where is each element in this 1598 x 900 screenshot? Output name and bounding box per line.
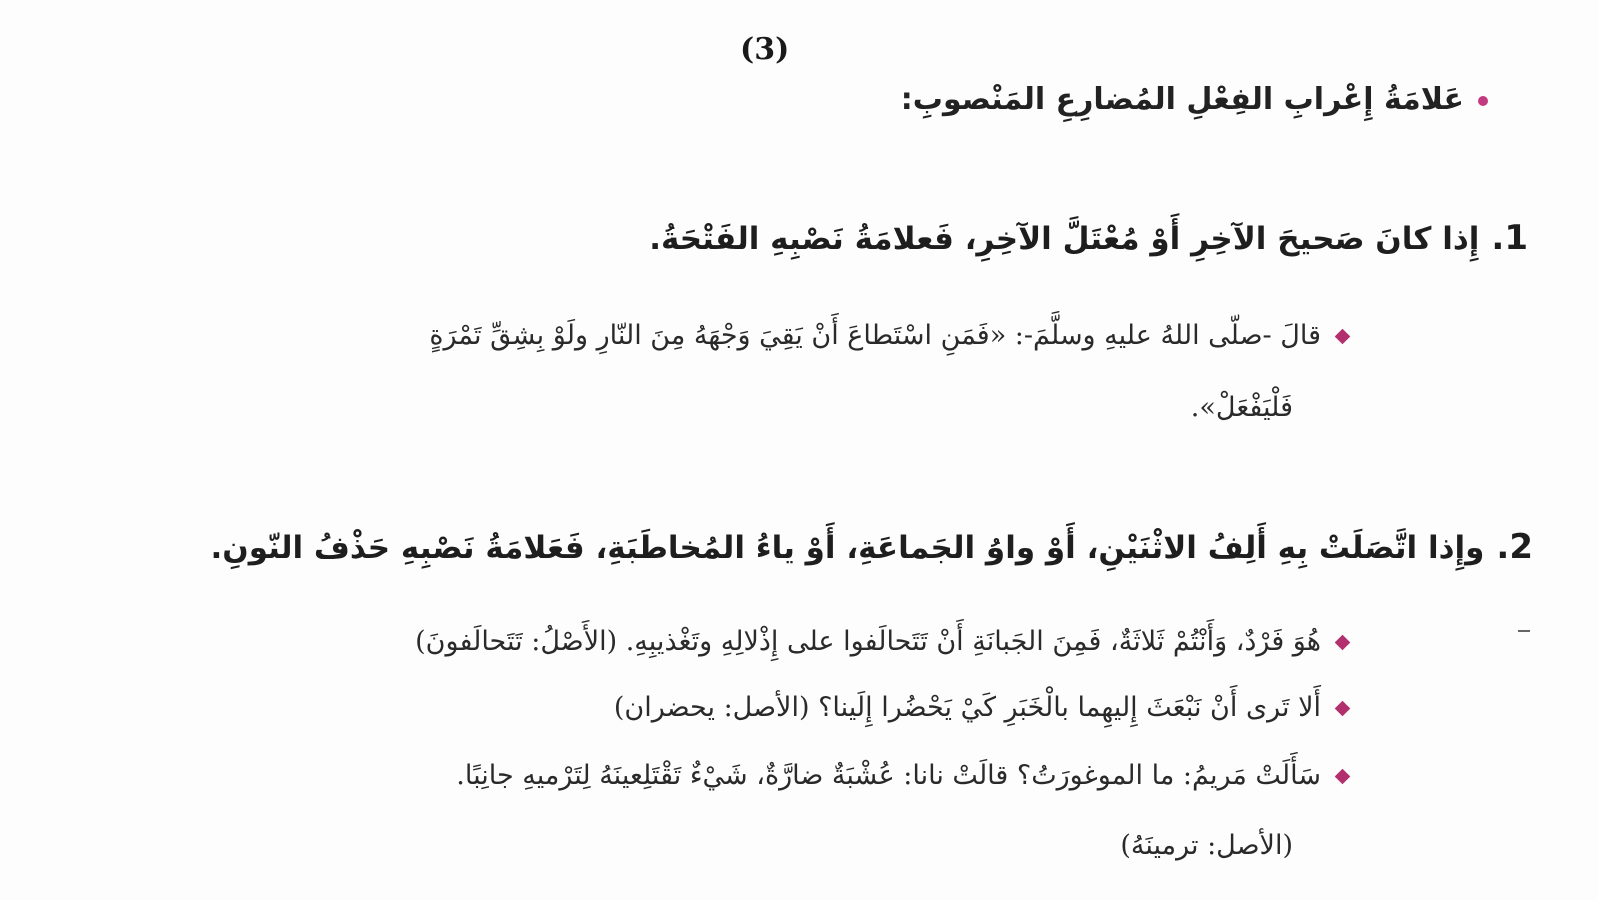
section-heading [901, 82, 1488, 117]
example-text: أَلا تَرى أَنْ نَبْعَثَ إِليهِما بالْخَبَرِ كَيْ يَحْضُرا إِلَينا؟ (الأصل: يحضران) [613, 692, 1321, 723]
rule-1-example-1-continued [1191, 392, 1293, 423]
rule-2-example-1 [415, 626, 1348, 657]
example-text: (الأصل: ترمينَهُ) [1120, 830, 1293, 861]
diamond-bullet-icon [1335, 701, 1351, 717]
heading-bullet-icon [1478, 96, 1488, 106]
rule-1-number: 1. [1491, 218, 1528, 258]
rule-2-text: وإِذا اتَّصَلَتْ بِهِ أَلِفُ الاثْنَيْنِ، أَوْ واوُ الجَماعَةِ، أَوْ ياءُ المُخاطَبَةِ، فَعَلامَةُ نَصْبِهِ حَذْفُ النّونِ. [210, 530, 1485, 566]
rule-2-example-3-note [1120, 830, 1293, 861]
margin-dash [1518, 630, 1530, 632]
example-text: فَلْيَفْعَلْ». [1190, 392, 1293, 423]
example-text: هُوَ فَرْدٌ، وَأَنْتُمْ ثَلاثَةٌ، فَمِنَ الجَبانَةِ أَنْ تَتَحالَفوا على إِذْلالِهِ وتَغْذيبِهِ. (الأَصْلُ: تَتَحالَفونَ) [415, 626, 1321, 657]
rule-2-number: 2. [1496, 527, 1533, 567]
example-text: سَأَلَتْ مَريمُ: ما الموغورَتُ؟ قالَتْ نانا: عُشْبَةٌ ضارَّةٌ، شَيْءٌ تَقْتَلِعينَهُ لِتَرْميهِ جانِبًا. [456, 760, 1321, 791]
heading-text: عَلامَةُ إِعْرابِ الفِعْلِ المُضارِعِ المَنْصوبِ: [900, 82, 1464, 117]
rule-1-text: إِذا كانَ صَحيحَ الآخِرِ أَوْ مُعْتَلَّ الآخِرِ، فَعلامَةُ نَصْبِهِ الفَتْحَةُ. [649, 221, 1480, 257]
rule-1-example-1 [429, 320, 1348, 351]
rule-2-example-3 [456, 760, 1348, 791]
rule-1 [649, 218, 1528, 258]
rule-2 [211, 527, 1534, 567]
example-text: قالَ -صلّى اللهُ عليهِ وسلَّمَ-: «فَمَنِ اسْتَطاعَ أَنْ يَقِيَ وَجْهَهُ مِنَ النّارِ ولَوْ بِشِقِّ تَمْرَةٍ [429, 320, 1321, 351]
rule-2-example-2 [614, 692, 1348, 723]
page-number: (3) [740, 32, 790, 67]
diamond-bullet-icon [1335, 769, 1351, 785]
diamond-bullet-icon [1335, 329, 1351, 345]
diamond-bullet-icon [1335, 635, 1351, 651]
